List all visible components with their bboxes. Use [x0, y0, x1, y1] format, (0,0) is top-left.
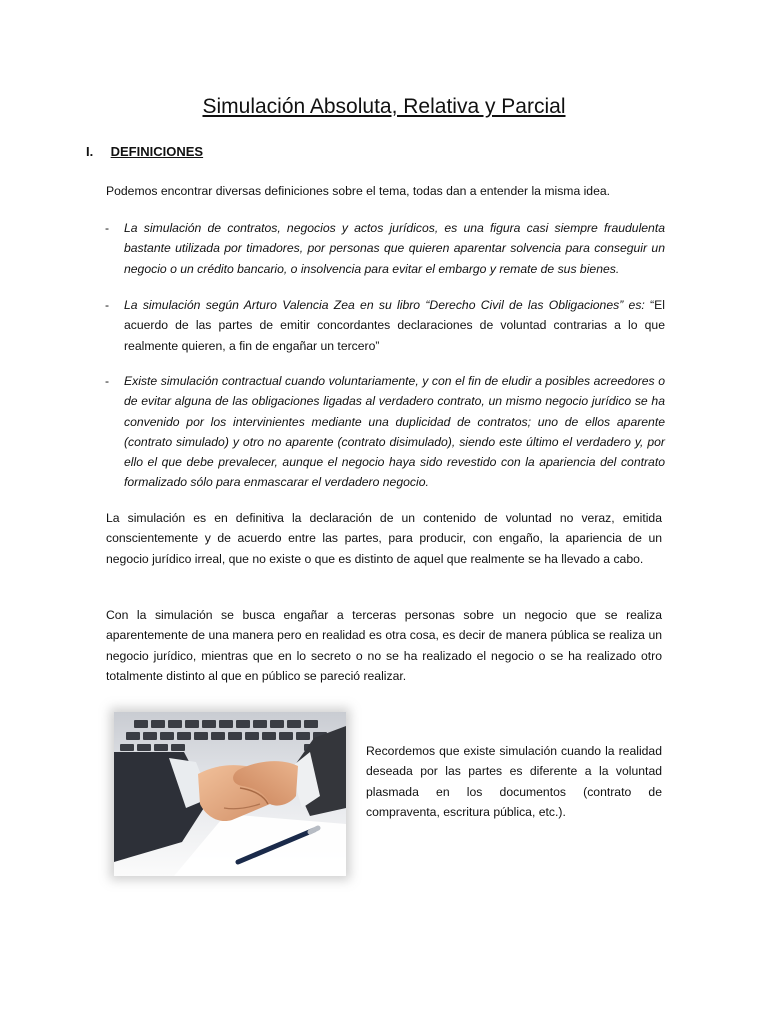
bullet-item	[105, 218, 665, 279]
body-paragraph: Con la simulación se busca engañar a terceras personas sobre un negocio que se realiza aparentemente de una manera pero en realidad es otra cosa, es decir de manera pública se realiza un negocio jurídico, mientras que en lo secreto o no se ha realizado el negocio o se ha realizado otro totalmente distinto al que en público se pareció realizar.	[106, 608, 662, 683]
bullet-quote: “El acuerdo de las partes de emitir concordantes declaraciones de voluntad contrarias a lo que realmente quieren, a fin de engañar un tercero”	[124, 298, 665, 353]
section-number: I.	[86, 144, 94, 159]
bullet-item	[105, 371, 665, 493]
bullet-text: La simulación de contratos, negocios y actos jurídicos, es una figura casi siempre fraudulenta bastante utilizada por timadores, por personas que quieren aparentar solvencia para conseguir un negocio o un crédito bancario, o insolvencia para evitar el embargo y remate de sus bienes.	[124, 221, 665, 276]
body-paragraph: La simulación es en definitiva la declaración de un contenido de voluntad no veraz, emitida conscientemente y de acuerdo entre las partes, para producir, con engaño, la apariencia de un negocio jurídico irreal, que no existe o que es distinto de aquel que realmente se ha llevado a cabo.	[106, 511, 662, 566]
document-title: Simulación Absoluta, Relativa y Parcial	[202, 95, 566, 118]
bullet-dash: -	[105, 374, 110, 388]
bullet-text	[124, 295, 665, 356]
section-label: DEFINICIONES	[110, 144, 204, 159]
bullet-text: Existe simulación contractual cuando voluntariamente, y con el fin de eludir a posibles acreedores o de evitar alguna de las obligaciones ligadas al verdadero contrato, un mismo negocio jurídico se ha convenido por los intervinientes mediante una duplicidad de contratos; uno de ellos aparente (contrato simulado) y otro no aparente (contrato disimulado), siendo este último el verdadero y, por ello el que debe prevalecer, aunque el negocio haya sido revestido con la apariencia del contrato formalizado sólo para enmascarar el verdadero negocio.	[124, 374, 665, 490]
bullet-dash: -	[105, 298, 110, 312]
handshake-photo-icon	[114, 712, 346, 876]
body-paragraph: Recordemos que existe simulación cuando la realidad deseada por las partes es diferente a la voluntad plasmada en los documentos (contrato de compraventa, escritura pública, etc.).	[366, 744, 662, 819]
section-heading	[86, 143, 203, 161]
bullet-item	[105, 295, 665, 356]
intro-paragraph: Podemos encontrar diversas definiciones sobre el tema, todas dan a entender la misma idea.	[106, 184, 611, 198]
bullet-dash: -	[105, 221, 110, 235]
bullet-lead: La simulación según Arturo Valencia Zea en su libro “Derecho Civil de las Obligaciones” es:	[124, 298, 651, 312]
